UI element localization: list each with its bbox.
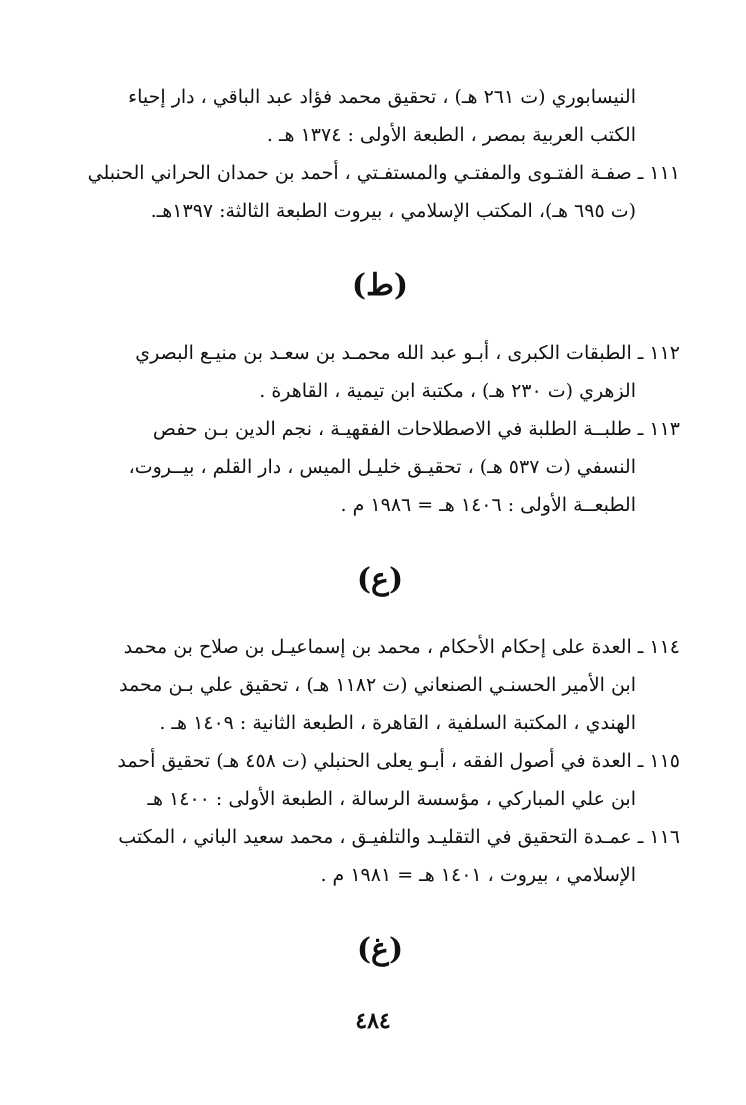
entry-112 [80,334,680,410]
entry-line: الإسلامي ، بيروت ، ١٤٠١ هـ = ١٩٨١ م . [320,864,636,886]
entry-line: الطبعــة الأولى : ١٤٠٦ هـ = ١٩٨٦ م . [340,494,636,516]
entry-114 [80,628,680,742]
entry-110-continuation [80,78,680,154]
section-heading-ghain: (غ) [356,932,404,967]
entry-line: ١١٤ ـ العدة على إحكام الأحكام ، محمد بن إسماعيـل بن صلاح بن محمد [123,636,680,658]
entry-line: (ت ٦٩٥ هـ)، المكتب الإسلامي ، بيروت الطبعة الثالثة: ١٣٩٧هـ. [150,200,636,222]
page-number: ٤٨٤ [355,1008,391,1034]
entry-line: ابن الأمير الحسنـي الصنعاني (ت ١١٨٢ هـ) ، تحقيق علي بـن محمد [119,674,636,696]
entry-111 [80,154,680,230]
entry-line: ابن علي المباركي ، مؤسسة الرسالة ، الطبعة الأولى : ١٤٠٠ هـ [147,788,636,810]
entry-line: النيسابوري (ت ٢٦١ هـ) ، تحقيق محمد فؤاد عبد الباقي ، دار إحياء [128,86,636,108]
entry-line: الهندي ، المكتبة السلفية ، القاهرة ، الطبعة الثانية : ١٤٠٩ هـ . [159,712,636,734]
entry-line: ١١٥ ـ العدة في أصول الفقه ، أبـو يعلى الحنبلي (ت ٤٥٨ هـ) تحقيق أحمد [117,750,680,772]
section-heading-ta: (ط) [351,268,409,303]
page-content [80,78,680,998]
entry-115 [80,742,680,818]
entry-116 [80,818,680,894]
entry-line: ١١١ ـ صفـة الفتـوى والمفتـي والمستفـتي ، أحمد بن حمدان الحراني الحنبلي [87,162,680,184]
entry-line: الكتب العربية بمصر ، الطبعة الأولى : ١٣٧٤ هـ . [266,124,636,146]
section-heading-ain: (ع) [356,562,404,597]
entry-line: ١١٢ ـ الطبقات الكبرى ، أبـو عبد الله محمـد بن سعـد بن منيـع البصري [135,342,680,364]
entry-line: الزهري (ت ٢٣٠ هـ) ، مكتبة ابن تيمية ، القاهرة . [259,380,636,402]
entry-113 [80,410,680,524]
entry-line: النسفي (ت ٥٣٧ هـ) ، تحقيـق خليـل الميس ، دار القلم ، بيــروت، [128,456,636,478]
entry-line: ١١٣ ـ طلبــة الطلبة في الاصطلاحات الفقهيـة ، نجم الدين بـن حفص [152,418,680,440]
entry-line: ١١٦ ـ عمـدة التحقيق في التقليـد والتلفيـق ، محمد سعيد الباني ، المكتب [118,826,680,848]
